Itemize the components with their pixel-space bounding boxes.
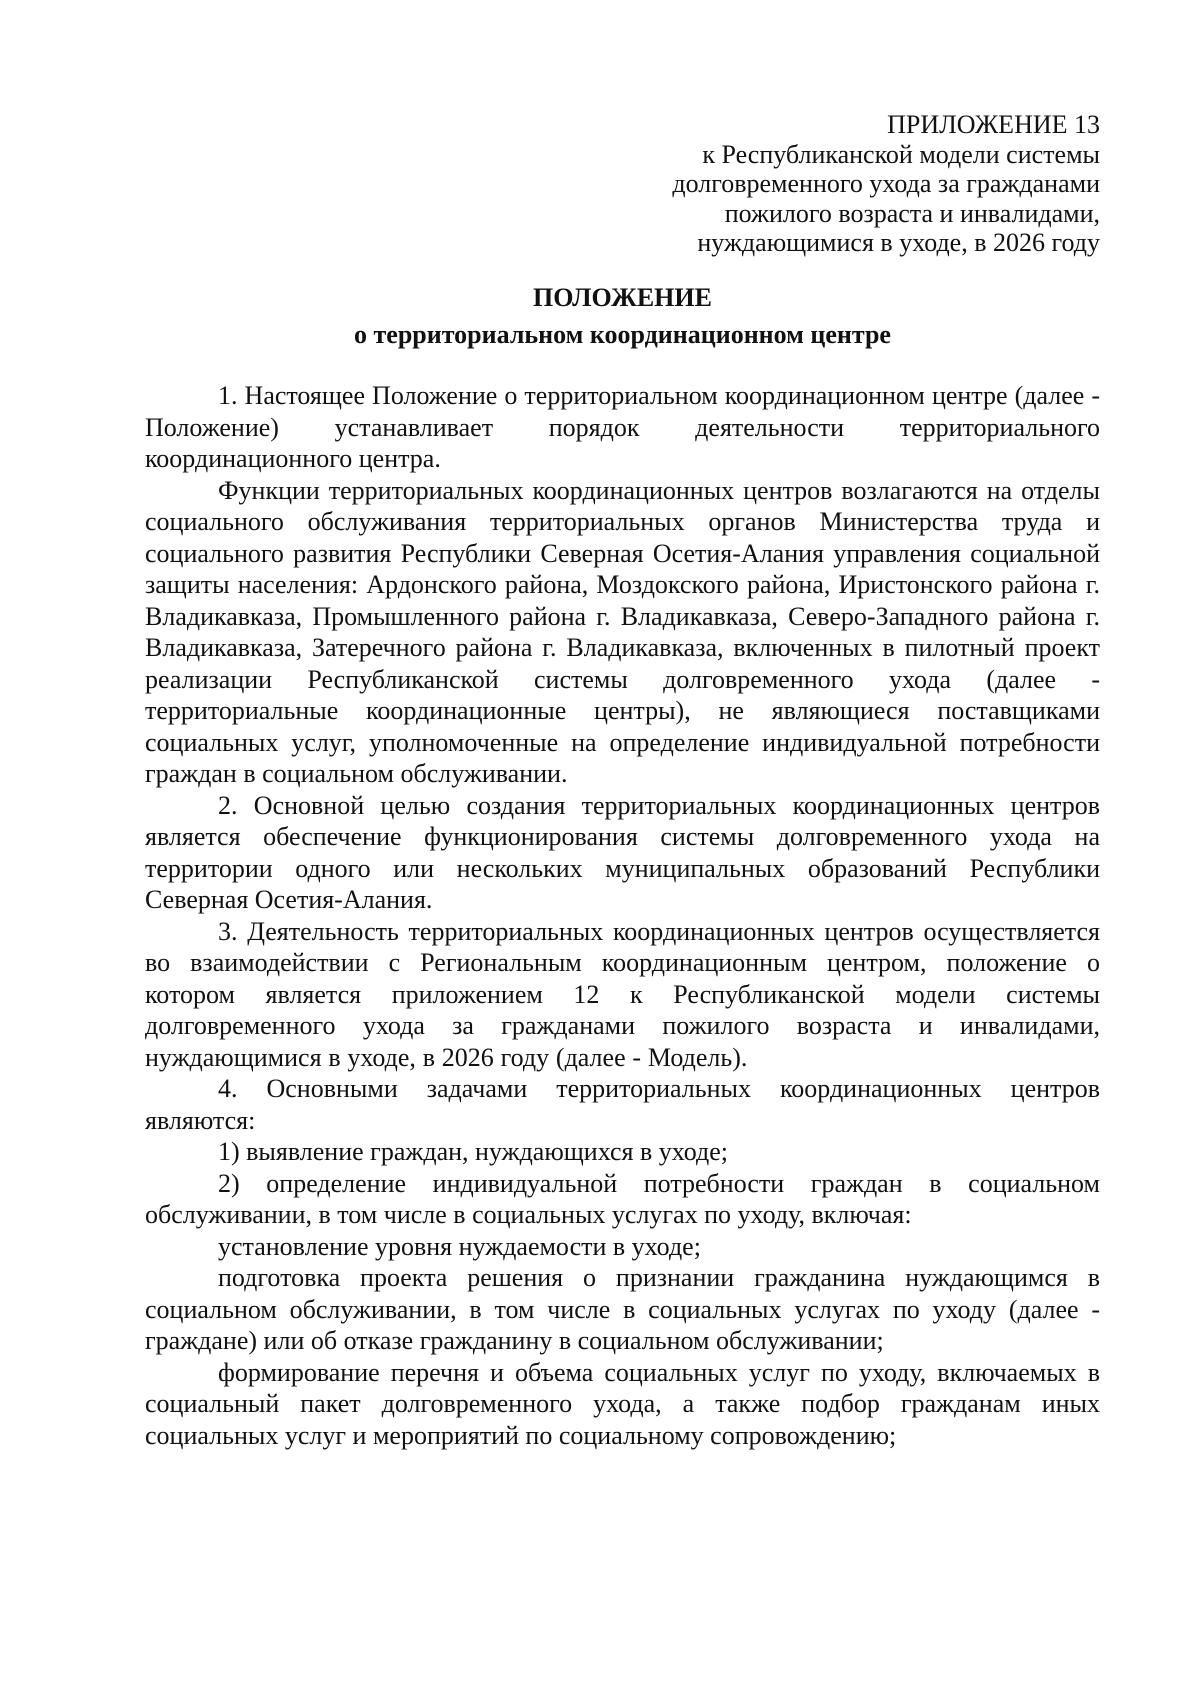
list-item: установление уровня нуждаемости в уходе;: [218, 1231, 701, 1261]
appendix-reference-line-4: нуждающимися в уходе, в 2026 году: [697, 228, 1100, 257]
appendix-header: [560, 110, 1100, 258]
paragraph: 3. Деятельность территориальных координационных центров осуществляется во взаимодействии с Региональным координационным центром, положение о котором является приложением 12 к Республиканской модели системы долговременного ухода за гражданами пожилого возраста и инвалидами, нуждающимися в уходе, в 2026 году (далее - Модель).: [145, 916, 1100, 1072]
title-subheading: о территориальном координационном центре: [354, 320, 891, 349]
list-item: формирование перечня и объема социальных услуг по уходу, включаемых в социальный пакет долговременного ухода, а также подбор гражданам иных социальных услуг и мероприятий по социальному сопровождению;: [145, 1357, 1100, 1450]
paragraph: Функции территориальных координационных центров возлагаются на отделы социального обслуживания территориальных органов Министерства труда и социального развития Республики Северная Осетия-Алания управления социальной защиты населения: Ардонского района, Моздокского района, Иристонского района г. Владикавказа, Промышленного района г. Владикавказа, Северо-Западного района г. Владикавказа, Затеречного района г. Владикавказа, включенных в пилотный проект реализации Республиканской системы долговременного ухода (далее - территориальные координационные центры), не являющиеся поставщиками социальных услуг, уполномоченные на определение индивидуальной потребности граждан в социальном обслуживании.: [145, 475, 1100, 788]
document-body: [145, 380, 1100, 1451]
paragraph: 2. Основной целью создания территориальных координационных центров является обеспечение функционирования системы долговременного ухода на территории одного или нескольких муниципальных образований Республики Северная Осетия-Алания.: [145, 790, 1100, 914]
list-item: 2) определение индивидуальной потребности граждан в социальном обслуживании, в том числе в социальных услугах по уходу, включая:: [145, 1168, 1100, 1229]
appendix-reference-line-3: пожилого возраста и инвалидами,: [724, 198, 1100, 228]
appendix-reference-line-2: долговременного ухода за гражданами: [672, 169, 1100, 198]
document-title: [145, 279, 1100, 353]
paragraph: 1. Настоящее Положение о территориальном координационном центре (далее - Положение) устанавливает порядок деятельности территориального координационного центра.: [145, 381, 1100, 473]
list-item: 1) выявление граждан, нуждающихся в уходе;: [218, 1137, 728, 1166]
title-heading: ПОЛОЖЕНИЕ: [533, 283, 712, 312]
appendix-number: ПРИЛОЖЕНИЕ 13: [887, 110, 1100, 139]
list-item: подготовка проекта решения о признании гражданина нуждающимся в социальном обслуживании, в том числе в социальных услугах по уходу (далее - граждане) или об отказе гражданину в социальном обслуживании;: [145, 1263, 1100, 1355]
appendix-reference-line-1: к Республиканской модели системы: [702, 139, 1100, 169]
paragraph: 4. Основными задачами территориальных координационных центров являются:: [145, 1074, 1100, 1135]
